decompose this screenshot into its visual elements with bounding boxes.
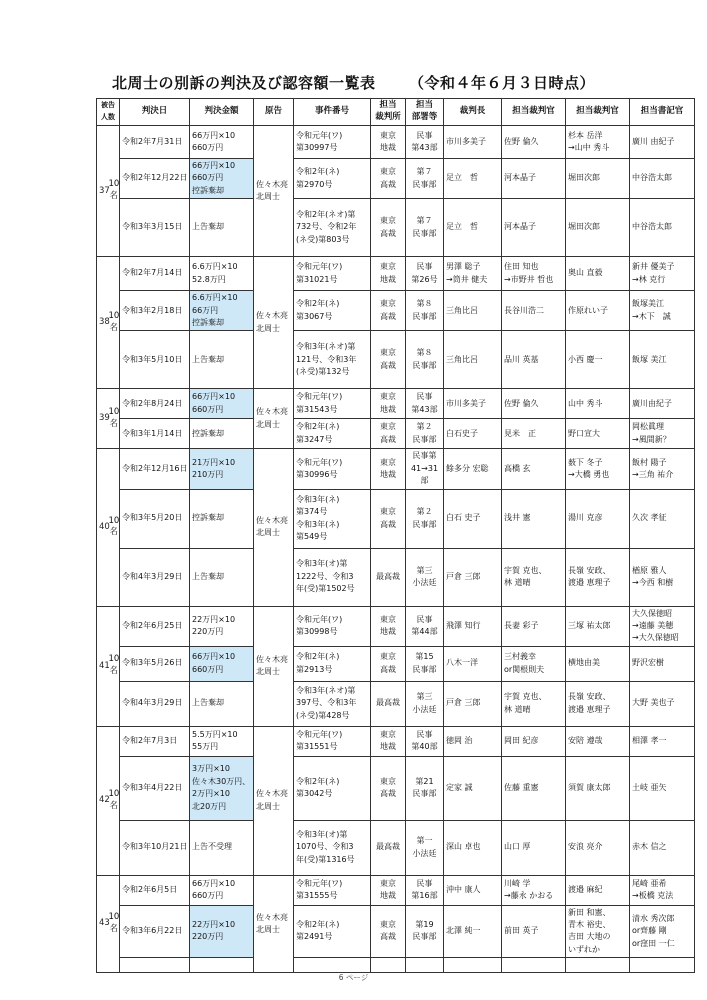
judge-1: 三村義幸 or関根則夫 (502, 646, 566, 681)
defendant-count: 10 名 (109, 875, 120, 973)
judge-2: 湯川 克彦 (566, 489, 630, 548)
department: 第三 小法廷 (406, 681, 444, 726)
judgment-amount: 3万円×10 佐々木30万円、 2万円×10 北20万円 (190, 756, 254, 820)
judge-1: 住田 知也 →市野井 哲也 (502, 257, 566, 291)
court-clerk: 廣川由紀子 (630, 389, 695, 419)
department: 民事 第26号 (406, 257, 444, 291)
header-clerk: 担当書記官 (630, 99, 695, 126)
judgment-date: 令和3年6月22日 (120, 905, 190, 958)
defendant-count: 10 名 (109, 449, 120, 606)
title-main: 北周士の別訴の判決及び認容額一覧表 (112, 74, 376, 92)
department: 第８ 民事部 (406, 291, 444, 331)
table-row (97, 875, 695, 905)
department: 第２ 民事部 (406, 489, 444, 548)
court-clerk: 新井 優美子 →林 克行 (630, 257, 695, 291)
case-number: 令和3年(ネ) 第374号 令和3年(ネ) 第549号 (294, 489, 371, 548)
court: 東京 高裁 (371, 419, 406, 449)
case-number: 令和3年(ネオ)第 121号、令和3年 (ネ受)第132号 (294, 331, 371, 389)
header-judge1: 担当裁判官 (502, 99, 566, 126)
court-clerk: 尾崎 亜希 →板橋 克法 (630, 875, 695, 905)
plaintiff: 佐々木亮 北周士 (254, 257, 294, 389)
judge-2: 長嶺 安政、 渡邉 恵理子 (566, 681, 630, 726)
judgment-date: 令和3年5月10日 (120, 331, 190, 389)
case-number: 令和元年(ワ) 第31543号 (294, 389, 371, 419)
court-clerk: 中谷浩太郎 (630, 199, 695, 257)
judge-2: 山中 秀斗 (566, 389, 630, 419)
judgment-date: 令和4年3月29日 (120, 681, 190, 726)
chief-judge: 徳岡 治 (444, 726, 502, 756)
judge-1: 長妻 彩子 (502, 606, 566, 646)
court-clerk: 清水 秀次郎 or齊藤 剛 or窪田 一仁 (630, 905, 695, 958)
chief-judge (444, 958, 502, 973)
court-clerk: 飯村 陽子 →三角 祐介 (630, 449, 695, 489)
judge-2 (566, 958, 630, 973)
court-clerk: 大野 美也子 (630, 681, 695, 726)
court: 東京 高裁 (371, 905, 406, 958)
judge-2: 長嶺 安政、 渡邉 恵理子 (566, 548, 630, 606)
table-row (97, 958, 695, 973)
court: 東京 地裁 (371, 257, 406, 291)
judge-1: 長谷川浩二 (502, 291, 566, 331)
department (406, 958, 444, 973)
court-clerk: 飯塚美江 →木下 誠 (630, 291, 695, 331)
case-number: 令和元年(ワ) 第30997号 (294, 126, 371, 159)
judgment-amount: 21万円×10 210万円 (190, 449, 254, 489)
judgment-amount (190, 958, 254, 973)
court: 東京 地裁 (371, 126, 406, 159)
judgment-amount: 66万円×10 660万円 (190, 875, 254, 905)
header-date: 判決日 (120, 99, 190, 126)
table-row (97, 419, 695, 449)
table-row (97, 606, 695, 646)
group-number: 38 (97, 257, 109, 389)
table-row (97, 159, 695, 199)
judge-1: 見米 正 (502, 419, 566, 449)
table-row (97, 820, 695, 875)
table-row (97, 726, 695, 756)
header-amount: 判決金額 (190, 99, 254, 126)
page-number: 6 ページ (338, 973, 369, 982)
judge-2: 須賀 康太郎 (566, 756, 630, 820)
chief-judge: 市川多美子 (444, 126, 502, 159)
judge-2: 堀田次郎 (566, 199, 630, 257)
page-title (0, 72, 707, 93)
group-number: 39 (97, 389, 109, 449)
chief-judge: 三角比呂 (444, 331, 502, 389)
department: 第19 民事部 (406, 905, 444, 958)
court-clerk: 相澤 孝一 (630, 726, 695, 756)
judge-1: 前田 英子 (502, 905, 566, 958)
table-row (97, 548, 695, 606)
defendant-count: 10 名 (109, 726, 120, 875)
judge-1: 佐藤 重憲 (502, 756, 566, 820)
chief-judge: 飛澤 知行 (444, 606, 502, 646)
court: 東京 地裁 (371, 389, 406, 419)
plaintiff: 佐々木亮 北周士 (254, 449, 294, 606)
judge-1: 宇賀 克也、 林 道晴 (502, 548, 566, 606)
chief-judge: 足立 哲 (444, 159, 502, 199)
judge-1: 佐野 倫久 (502, 126, 566, 159)
judgment-date: 令和3年5月20日 (120, 489, 190, 548)
judge-1: 河本晶子 (502, 199, 566, 257)
chief-judge: 三角比呂 (444, 291, 502, 331)
judgment-amount: 6.6万円×10 52.8万円 (190, 257, 254, 291)
defendant-count: 10 名 (109, 126, 120, 257)
judgment-amount: 上告棄却 (190, 199, 254, 257)
judge-1 (502, 958, 566, 973)
defendant-count: 10 名 (109, 606, 120, 726)
table-row (97, 905, 695, 958)
judgment-amount: 66万円×10 660万円 (190, 646, 254, 681)
judge-1: 岡田 紀彦 (502, 726, 566, 756)
judge-2: 安浪 亮介 (566, 820, 630, 875)
header-case: 事件番号 (294, 99, 371, 126)
judgment-date: 令和3年10月21日 (120, 820, 190, 875)
chief-judge: 戸倉 三郎 (444, 681, 502, 726)
court-clerk (630, 958, 695, 973)
header-chief: 裁判長 (444, 99, 502, 126)
table-row (97, 331, 695, 389)
judge-1: 高橋 玄 (502, 449, 566, 489)
chief-judge: 戸倉 三郎 (444, 548, 502, 606)
judgment-amount: 5.5万円×10 55万円 (190, 726, 254, 756)
table-row (97, 291, 695, 331)
table-row (97, 126, 695, 159)
judgment-date: 令和2年7月31日 (120, 126, 190, 159)
court-clerk: 土岐 亜矢 (630, 756, 695, 820)
chief-judge: 沖中 康人 (444, 875, 502, 905)
department: 民事 第43部 (406, 389, 444, 419)
header-dept: 担当 部署等 (406, 99, 444, 126)
court-clerk: 大久保徳昭 →遠藤 美穂 →大久保徳昭 (630, 606, 695, 646)
judge-2: 新田 和憲、 青木 裕史、 吉田 大地の いずれか (566, 905, 630, 958)
judge-2: 堀田次郎 (566, 159, 630, 199)
judge-2: 奥山 直毅 (566, 257, 630, 291)
case-number (294, 958, 371, 973)
court: 東京 地裁 (371, 726, 406, 756)
court-clerk: 赤木 信之 (630, 820, 695, 875)
court: 東京 高裁 (371, 291, 406, 331)
department: 民事 第44部 (406, 606, 444, 646)
judge-2: 三塚 祐太郎 (566, 606, 630, 646)
table-row (97, 756, 695, 820)
court-clerk: 久次 孝征 (630, 489, 695, 548)
plaintiff: 佐々木亮 北周士 (254, 126, 294, 257)
chief-judge: 定家 誠 (444, 756, 502, 820)
header-defendant-count: 被告 人数 (97, 99, 120, 126)
judge-1: 浅井 憲 (502, 489, 566, 548)
judgment-date: 令和2年6月25日 (120, 606, 190, 646)
judge-2: 小西 慶一 (566, 331, 630, 389)
case-number: 令和元年(ワ) 第31555号 (294, 875, 371, 905)
judgment-amount: 控訴棄却 (190, 489, 254, 548)
judgment-date: 令和3年5月26日 (120, 646, 190, 681)
court: 最高裁 (371, 681, 406, 726)
judgment-amount: 上告棄却 (190, 681, 254, 726)
court-clerk: 廣川 由紀子 (630, 126, 695, 159)
court: 東京 高裁 (371, 756, 406, 820)
chief-judge: 市川多美子 (444, 389, 502, 419)
case-number: 令和元年(ワ) 第31021号 (294, 257, 371, 291)
judgment-amount: 控訴棄却 (190, 419, 254, 449)
case-number: 令和2年(ネ) 第3247号 (294, 419, 371, 449)
judgment-date: 令和2年12月16日 (120, 449, 190, 489)
court: 東京 高裁 (371, 331, 406, 389)
court: 東京 高裁 (371, 646, 406, 681)
judge-1: 川崎 学 →藤永 かおる (502, 875, 566, 905)
judge-2: 横地由美 (566, 646, 630, 681)
case-number: 令和3年(ネオ)第 397号、令和3年 (ネ受)第428号 (294, 681, 371, 726)
department: 第一 小法廷 (406, 820, 444, 875)
court: 東京 地裁 (371, 449, 406, 489)
chief-judge: 白石史子 (444, 419, 502, 449)
judgment-amount: 66万円×10 660万円 (190, 126, 254, 159)
chief-judge: 深山 卓也 (444, 820, 502, 875)
chief-judge: 白石 史子 (444, 489, 502, 548)
court: 東京 地裁 (371, 875, 406, 905)
court: 東京 高裁 (371, 199, 406, 257)
department: 第７ 民事部 (406, 159, 444, 199)
court-clerk: 中谷浩太郎 (630, 159, 695, 199)
judgment-date: 令和3年2月18日 (120, 291, 190, 331)
court: 東京 地裁 (371, 606, 406, 646)
court: 最高裁 (371, 548, 406, 606)
judgment-date: 令和2年12月22日 (120, 159, 190, 199)
plaintiff: 佐々木亮 北周士 (254, 726, 294, 875)
title-asof: （令和４年６月３日時点） (408, 74, 595, 92)
chief-judge: 八木一洋 (444, 646, 502, 681)
case-number: 令和2年(ネ) 第3067号 (294, 291, 371, 331)
case-number: 令和元年(ワ) 第30998号 (294, 606, 371, 646)
table-row (97, 646, 695, 681)
judgment-date: 令和2年7月3日 (120, 726, 190, 756)
group-number: 42 (97, 726, 109, 875)
judge-2: 杉本 岳洋 →山中 秀斗 (566, 126, 630, 159)
judgment-amount: 66万円×10 660万円 (190, 389, 254, 419)
judgment-amount: 22万円×10 220万円 (190, 905, 254, 958)
chief-judge: 北澤 純一 (444, 905, 502, 958)
judgment-amount: 上告棄却 (190, 331, 254, 389)
plaintiff: 佐々木亮 北周士 (254, 389, 294, 449)
header-judge2: 担当裁判官 (566, 99, 630, 126)
judgment-date: 令和4年3月29日 (120, 548, 190, 606)
court (371, 958, 406, 973)
chief-judge: 足立 哲 (444, 199, 502, 257)
department: 民事 第16部 (406, 875, 444, 905)
court-clerk: 飯塚 美江 (630, 331, 695, 389)
case-number: 令和2年(ネ) 第2491号 (294, 905, 371, 958)
department: 第15 民事部 (406, 646, 444, 681)
plaintiff: 佐々木亮 北周士 (254, 606, 294, 726)
judgment-date (120, 958, 190, 973)
judgment-amount: 6.6万円×10 66万円 控訴棄却 (190, 291, 254, 331)
table-row (97, 449, 695, 489)
department: 第三 小法廷 (406, 548, 444, 606)
department: 民事第 41→31部 (406, 449, 444, 489)
case-number: 令和3年(オ)第 1070号、令和3 年(受)第1316号 (294, 820, 371, 875)
judge-2: 作原れい子 (566, 291, 630, 331)
group-number: 40 (97, 449, 109, 606)
judgment-date: 令和3年4月22日 (120, 756, 190, 820)
court-clerk: 岡松眞理 →風間新？ (630, 419, 695, 449)
judge-2: 渡邉 麻紀 (566, 875, 630, 905)
group-number: 43 (97, 875, 109, 973)
judgment-amount: 66万円×10 660万円 控訴棄却 (190, 159, 254, 199)
chief-judge: 餘多分 宏聡 (444, 449, 502, 489)
judgment-amount: 上告棄却 (190, 548, 254, 606)
group-number: 41 (97, 606, 109, 726)
judgment-date: 令和2年6月5日 (120, 875, 190, 905)
department: 第21 民事部 (406, 756, 444, 820)
department: 第８ 民事部 (406, 331, 444, 389)
judge-1: 品川 英基 (502, 331, 566, 389)
judge-2: 野口宣大 (566, 419, 630, 449)
court: 東京 高裁 (371, 159, 406, 199)
judge-1: 佐野 倫久 (502, 389, 566, 419)
defendant-count: 10 名 (109, 257, 120, 389)
judge-2: 安陪 遵哉 (566, 726, 630, 756)
court: 東京 高裁 (371, 489, 406, 548)
chief-judge: 男澤 聡子 →筒井 健夫 (444, 257, 502, 291)
judgment-table (96, 98, 695, 973)
case-number: 令和元年(ワ) 第31551号 (294, 726, 371, 756)
table-row (97, 199, 695, 257)
court-clerk: 野沢宏樹 (630, 646, 695, 681)
table-row (97, 681, 695, 726)
judgment-amount: 上告不受理 (190, 820, 254, 875)
case-number: 令和2年(ネオ)第 732号、令和2年 (ネ受)第803号 (294, 199, 371, 257)
table-row (97, 257, 695, 291)
department: 第７ 民事部 (406, 199, 444, 257)
table-row (97, 489, 695, 548)
header-plaintiff: 原告 (254, 99, 294, 126)
court-clerk: 楢原 雅人 →今西 和樹 (630, 548, 695, 606)
department: 民事 第40部 (406, 726, 444, 756)
header-court: 担当 裁判所 (371, 99, 406, 126)
judgment-amount: 22万円×10 220万円 (190, 606, 254, 646)
judge-1: 河本晶子 (502, 159, 566, 199)
header-row (97, 99, 695, 126)
judge-2: 薮下 冬子 →大橋 勇也 (566, 449, 630, 489)
defendant-count: 10 名 (109, 389, 120, 449)
department: 第２ 民事部 (406, 419, 444, 449)
judgment-date: 令和2年7月14日 (120, 257, 190, 291)
department: 民事 第43部 (406, 126, 444, 159)
group-number: 37 (97, 126, 109, 257)
judge-1: 宇賀 克也、 林 道晴 (502, 681, 566, 726)
case-number: 令和2年(ネ) 第3042号 (294, 756, 371, 820)
judge-1: 山口 厚 (502, 820, 566, 875)
case-number: 令和2年(ネ) 第2970号 (294, 159, 371, 199)
case-number: 令和元年(ワ) 第30996号 (294, 449, 371, 489)
court: 最高裁 (371, 820, 406, 875)
plaintiff: 佐々木亮 北周士 (254, 875, 294, 973)
judgment-date: 令和3年3月15日 (120, 199, 190, 257)
table-row (97, 389, 695, 419)
case-number: 令和3年(オ)第 1222号、令和3 年(受)第1502号 (294, 548, 371, 606)
case-number: 令和2年(ネ) 第2913号 (294, 646, 371, 681)
judgment-date: 令和3年1月14日 (120, 419, 190, 449)
judgment-date: 令和2年8月24日 (120, 389, 190, 419)
